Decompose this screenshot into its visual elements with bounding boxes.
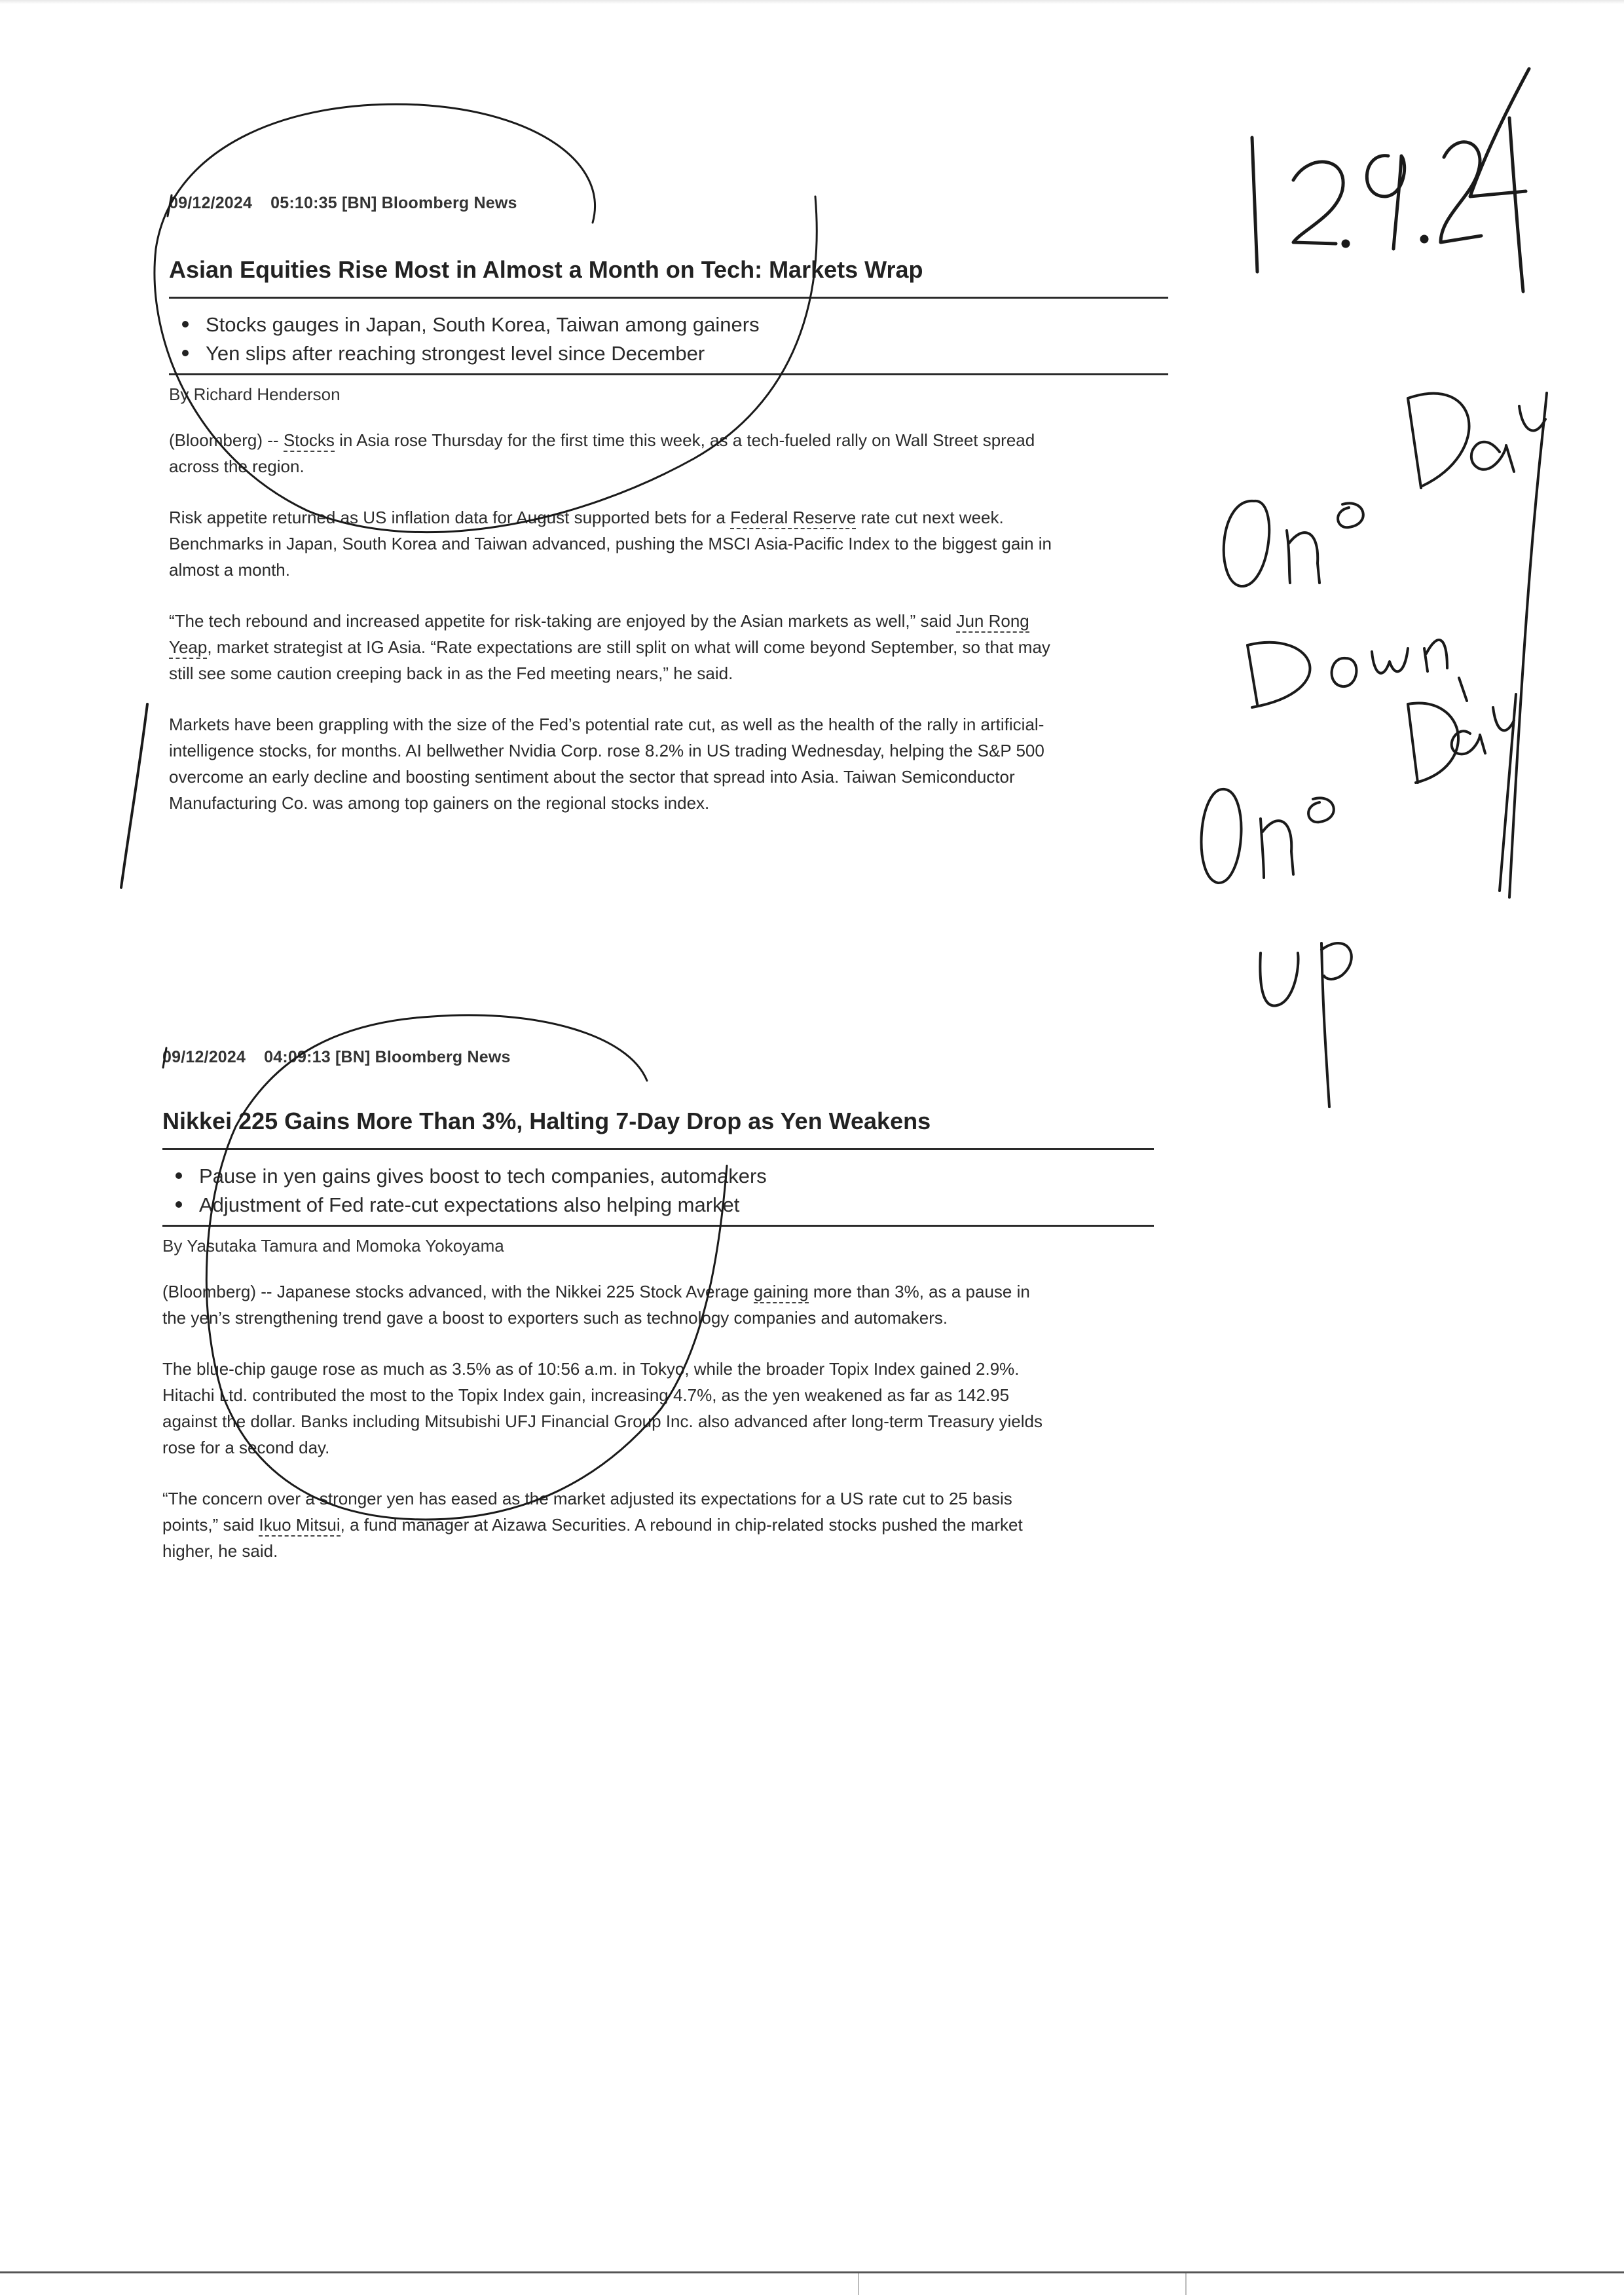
scan-top-edge	[0, 0, 1624, 4]
paragraph-text: “The concern over a stronger yen has eased as the market adjusted its expectations for a US rate cut to 25 basis	[162, 1489, 1012, 1508]
ink-margin-bar	[121, 704, 147, 887]
link-yeap[interactable]: Yeap	[169, 637, 207, 659]
article-byline: By Yasutaka Tamura and Momoka Yokoyama	[162, 1236, 504, 1256]
paragraph-text: in Asia rose Thursday for the first time this week, as a tech-fueled rally on Wall Street spread	[334, 430, 1035, 450]
paragraph-text: “The tech rebound and increased appetite for risk-taking are enjoyed by the Asian markets as well,” said	[169, 611, 957, 631]
article-dateline	[169, 194, 1168, 213]
paragraph-text: intelligence stocks, for months. AI bellwether Nvidia Corp. rose 8.2% in US trading Wednesday, helping the S&P 500	[169, 741, 1044, 760]
headline-rule	[169, 297, 1168, 299]
bullet-item: Stocks gauges in Japan, South Korea, Taiwan among gainers	[169, 310, 1168, 339]
bullet-item: Yen slips after reaching strongest level since December	[169, 339, 1168, 368]
paragraph-text: overcome an early decline and boosting sentiment about the sector that spread into Asia. Taiwan Semiconductor	[169, 767, 1015, 787]
article-paragraph	[169, 711, 1168, 816]
headline-rule	[162, 1148, 1154, 1150]
article-headline: Nikkei 225 Gains More Than 3%, Halting 7-Day Drop as Yen Weakens	[162, 1108, 931, 1134]
link-stocks[interactable]: Stocks	[284, 430, 335, 452]
paragraph-text: more than 3%, as a pause in	[808, 1282, 1030, 1301]
paragraph-text: points,” said	[162, 1515, 259, 1535]
paragraph-text: across the region.	[169, 457, 304, 476]
paragraph-text: Benchmarks in Japan, South Korea and Taiwan advanced, pushing the MSCI Asia-Pacific Index to the biggest gain in	[169, 534, 1052, 553]
scan-edge-mark	[858, 2273, 859, 2295]
article-paragraph	[169, 504, 1168, 583]
bullet-item: Adjustment of Fed rate-cut expectations also helping market	[162, 1191, 1154, 1220]
scan-bottom-edge	[0, 2271, 1624, 2273]
article-paragraph	[169, 427, 1168, 479]
article-date: 09/12/2024	[169, 194, 253, 212]
paragraph-text: the yen’s strengthening trend gave a boost to exporters such as technology companies and automakers.	[162, 1308, 948, 1328]
paragraph-text: (Bloomberg) -- Japanese stocks advanced, with the Nikkei 225 Stock Average	[162, 1282, 754, 1301]
paragraph-text: Risk appetite returned as US inflation data for August supported bets for a	[169, 508, 731, 527]
paragraph-text: higher, he said.	[162, 1541, 278, 1561]
link-jun-rong[interactable]: Jun Rong	[956, 611, 1029, 633]
article-dateline	[162, 1048, 1154, 1067]
paragraph-text: rate cut next week.	[856, 508, 1004, 527]
link-gaining[interactable]: gaining	[754, 1282, 809, 1303]
paragraph-text: still see some caution creeping back in as the Fed meeting nears,” he said.	[169, 663, 733, 683]
summary-bullets	[162, 1162, 1154, 1220]
article-paragraph	[162, 1356, 1154, 1461]
article-nikkei	[162, 1048, 1154, 1564]
article-time-source: 04:09:13 [BN] Bloomberg News	[264, 1048, 511, 1066]
article-headline: Asian Equities Rise Most in Almost a Month on Tech: Markets Wrap	[169, 256, 923, 283]
link-federal-reserve[interactable]: Federal Reserve	[730, 508, 856, 529]
paragraph-text: Manufacturing Co. was among top gainers on the regional stocks index.	[169, 793, 710, 813]
handwritten-date	[1252, 69, 1529, 291]
article-byline: By Richard Henderson	[169, 384, 341, 404]
handwritten-margin-note	[1202, 393, 1547, 1107]
article-asian-equities	[169, 194, 1168, 816]
paragraph-text: Markets have been grappling with the size of the Fed’s potential rate cut, as well as the health of the rally in artificial-	[169, 715, 1044, 734]
paragraph-text: The blue-chip gauge rose as much as 3.5% as of 10:56 a.m. in Tokyo, while the broader Topix Index gained 2.9%.	[162, 1359, 1020, 1379]
summary-bullets	[169, 310, 1168, 368]
link-ikuo-mitsui[interactable]: Ikuo Mitsui	[259, 1515, 340, 1537]
bullets-rule	[169, 373, 1168, 375]
paragraph-text: against the dollar. Banks including Mitsubishi UFJ Financial Group Inc. also advanced after long-term Treasury yields	[162, 1411, 1043, 1431]
bullet-item: Pause in yen gains gives boost to tech companies, automakers	[162, 1162, 1154, 1191]
paragraph-text: almost a month.	[169, 560, 290, 580]
paragraph-text: , market strategist at IG Asia. “Rate expectations are still split on what will come beyond September, so that may	[207, 637, 1050, 657]
paragraph-text: Hitachi Ltd. contributed the most to the Topix Index gain, increasing 4.7%, as the yen weakened as far as 142.95	[162, 1385, 1010, 1405]
paragraph-text: , a fund manager at Aizawa Securities. A rebound in chip-related stocks pushed the market	[340, 1515, 1023, 1535]
article-date: 09/12/2024	[162, 1048, 246, 1066]
bullets-rule	[162, 1225, 1154, 1227]
article-paragraph	[169, 608, 1168, 686]
article-paragraph	[162, 1278, 1154, 1331]
scan-edge-mark	[1185, 2273, 1187, 2295]
paragraph-text: (Bloomberg) --	[169, 430, 284, 450]
article-time-source: 05:10:35 [BN] Bloomberg News	[270, 194, 517, 212]
paragraph-text: rose for a second day.	[162, 1438, 330, 1457]
article-paragraph	[162, 1485, 1154, 1564]
